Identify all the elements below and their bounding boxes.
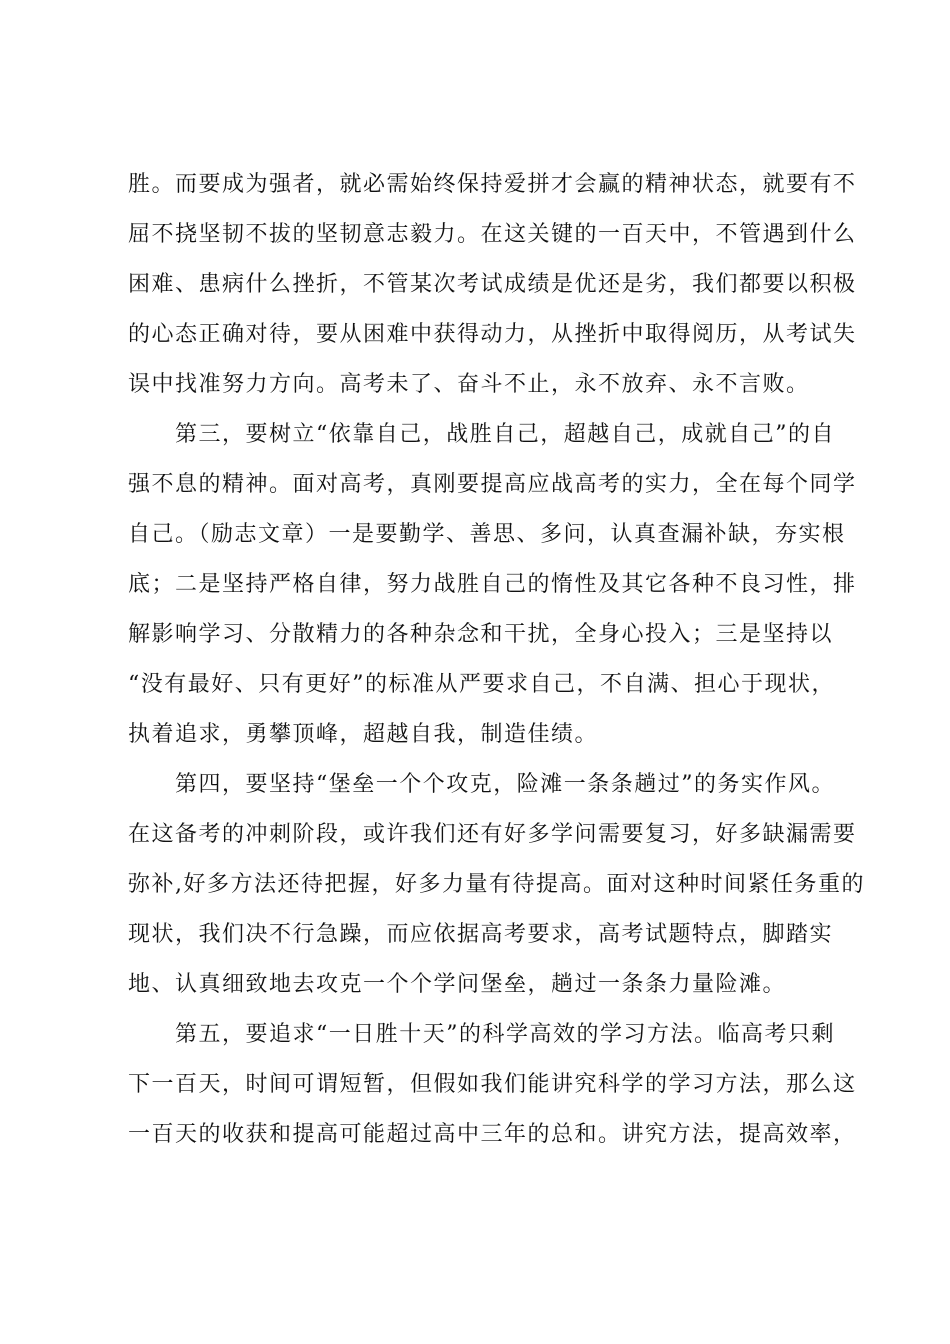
text-line: 地、认真细致地去攻克一个个学问堡垒，趟过一条条力量险滩。 <box>128 972 787 997</box>
text-line: 第三，要树立“依靠自己，战胜自己，超越自己，成就自己”的自 <box>128 422 835 447</box>
paragraph-1 <box>128 160 857 410</box>
text-line: 第四，要坚持“堡垒一个个攻克，险滩一条条趟过”的务实作风。 <box>128 772 835 797</box>
text-line: 胜。而要成为强者，就必需始终保持爱拼才会赢的精神状态，就要有不 <box>128 172 857 197</box>
text-line: 下一百天，时间可谓短暂，但假如我们能讲究科学的学习方法，那么这 <box>128 1072 857 1097</box>
paragraph-2 <box>128 410 857 760</box>
text-line: 解影响学习、分散精力的各种杂念和干扰，全身心投入；三是坚持以 <box>128 622 834 647</box>
paragraph-3 <box>128 760 865 1010</box>
text-line: 现状，我们决不行急躁，而应依据高考要求，高考试题特点，脚踏实 <box>128 922 834 947</box>
document-body <box>128 160 865 1160</box>
text-line: 一百天的收获和提高可能超过高中三年的总和。讲究方法，提高效率， <box>128 1122 857 1147</box>
paragraph-4 <box>128 1010 857 1160</box>
text-line: 困难、患病什么挫折，不管某次考试成绩是优还是劣，我们都要以积极 <box>128 272 857 297</box>
text-line: 屈不挠坚韧不拔的坚韧意志毅力。在这关键的一百天中，不管遇到什么 <box>128 222 857 247</box>
text-line: 自己。（励志文章）一是要勤学、善思、多问，认真查漏补缺，夯实根 <box>128 522 846 547</box>
text-line: 在这备考的冲刺阶段，或许我们还有好多学问需要复习，好多缺漏需要 <box>128 822 857 847</box>
text-line: 第五，要追求“一日胜十天”的科学高效的学习方法。临高考只剩 <box>128 1022 835 1047</box>
text-line: 弥补,好多方法还待把握，好多力量有待提高。面对这种时间紧任务重的 <box>128 872 865 897</box>
text-line: 误中找准努力方向。高考未了、奋斗不止，永不放弃、永不言败。 <box>128 372 810 397</box>
text-line: 的心态正确对待，要从困难中获得动力，从挫折中取得阅历，从考试失 <box>128 322 857 347</box>
text-line: 强不息的精神。面对高考，真刚要提高应战高考的实力，全在每个同学 <box>128 472 857 497</box>
text-line: 执着追求，勇攀顶峰，超越自我，制造佳绩。 <box>128 722 599 747</box>
text-line: 底；二是坚持严格自律，努力战胜自己的惰性及其它各种不良习性，排 <box>128 572 857 597</box>
text-line: “没有最好、只有更好”的标准从严要求自己，不自满、担心于现状， <box>128 672 835 697</box>
